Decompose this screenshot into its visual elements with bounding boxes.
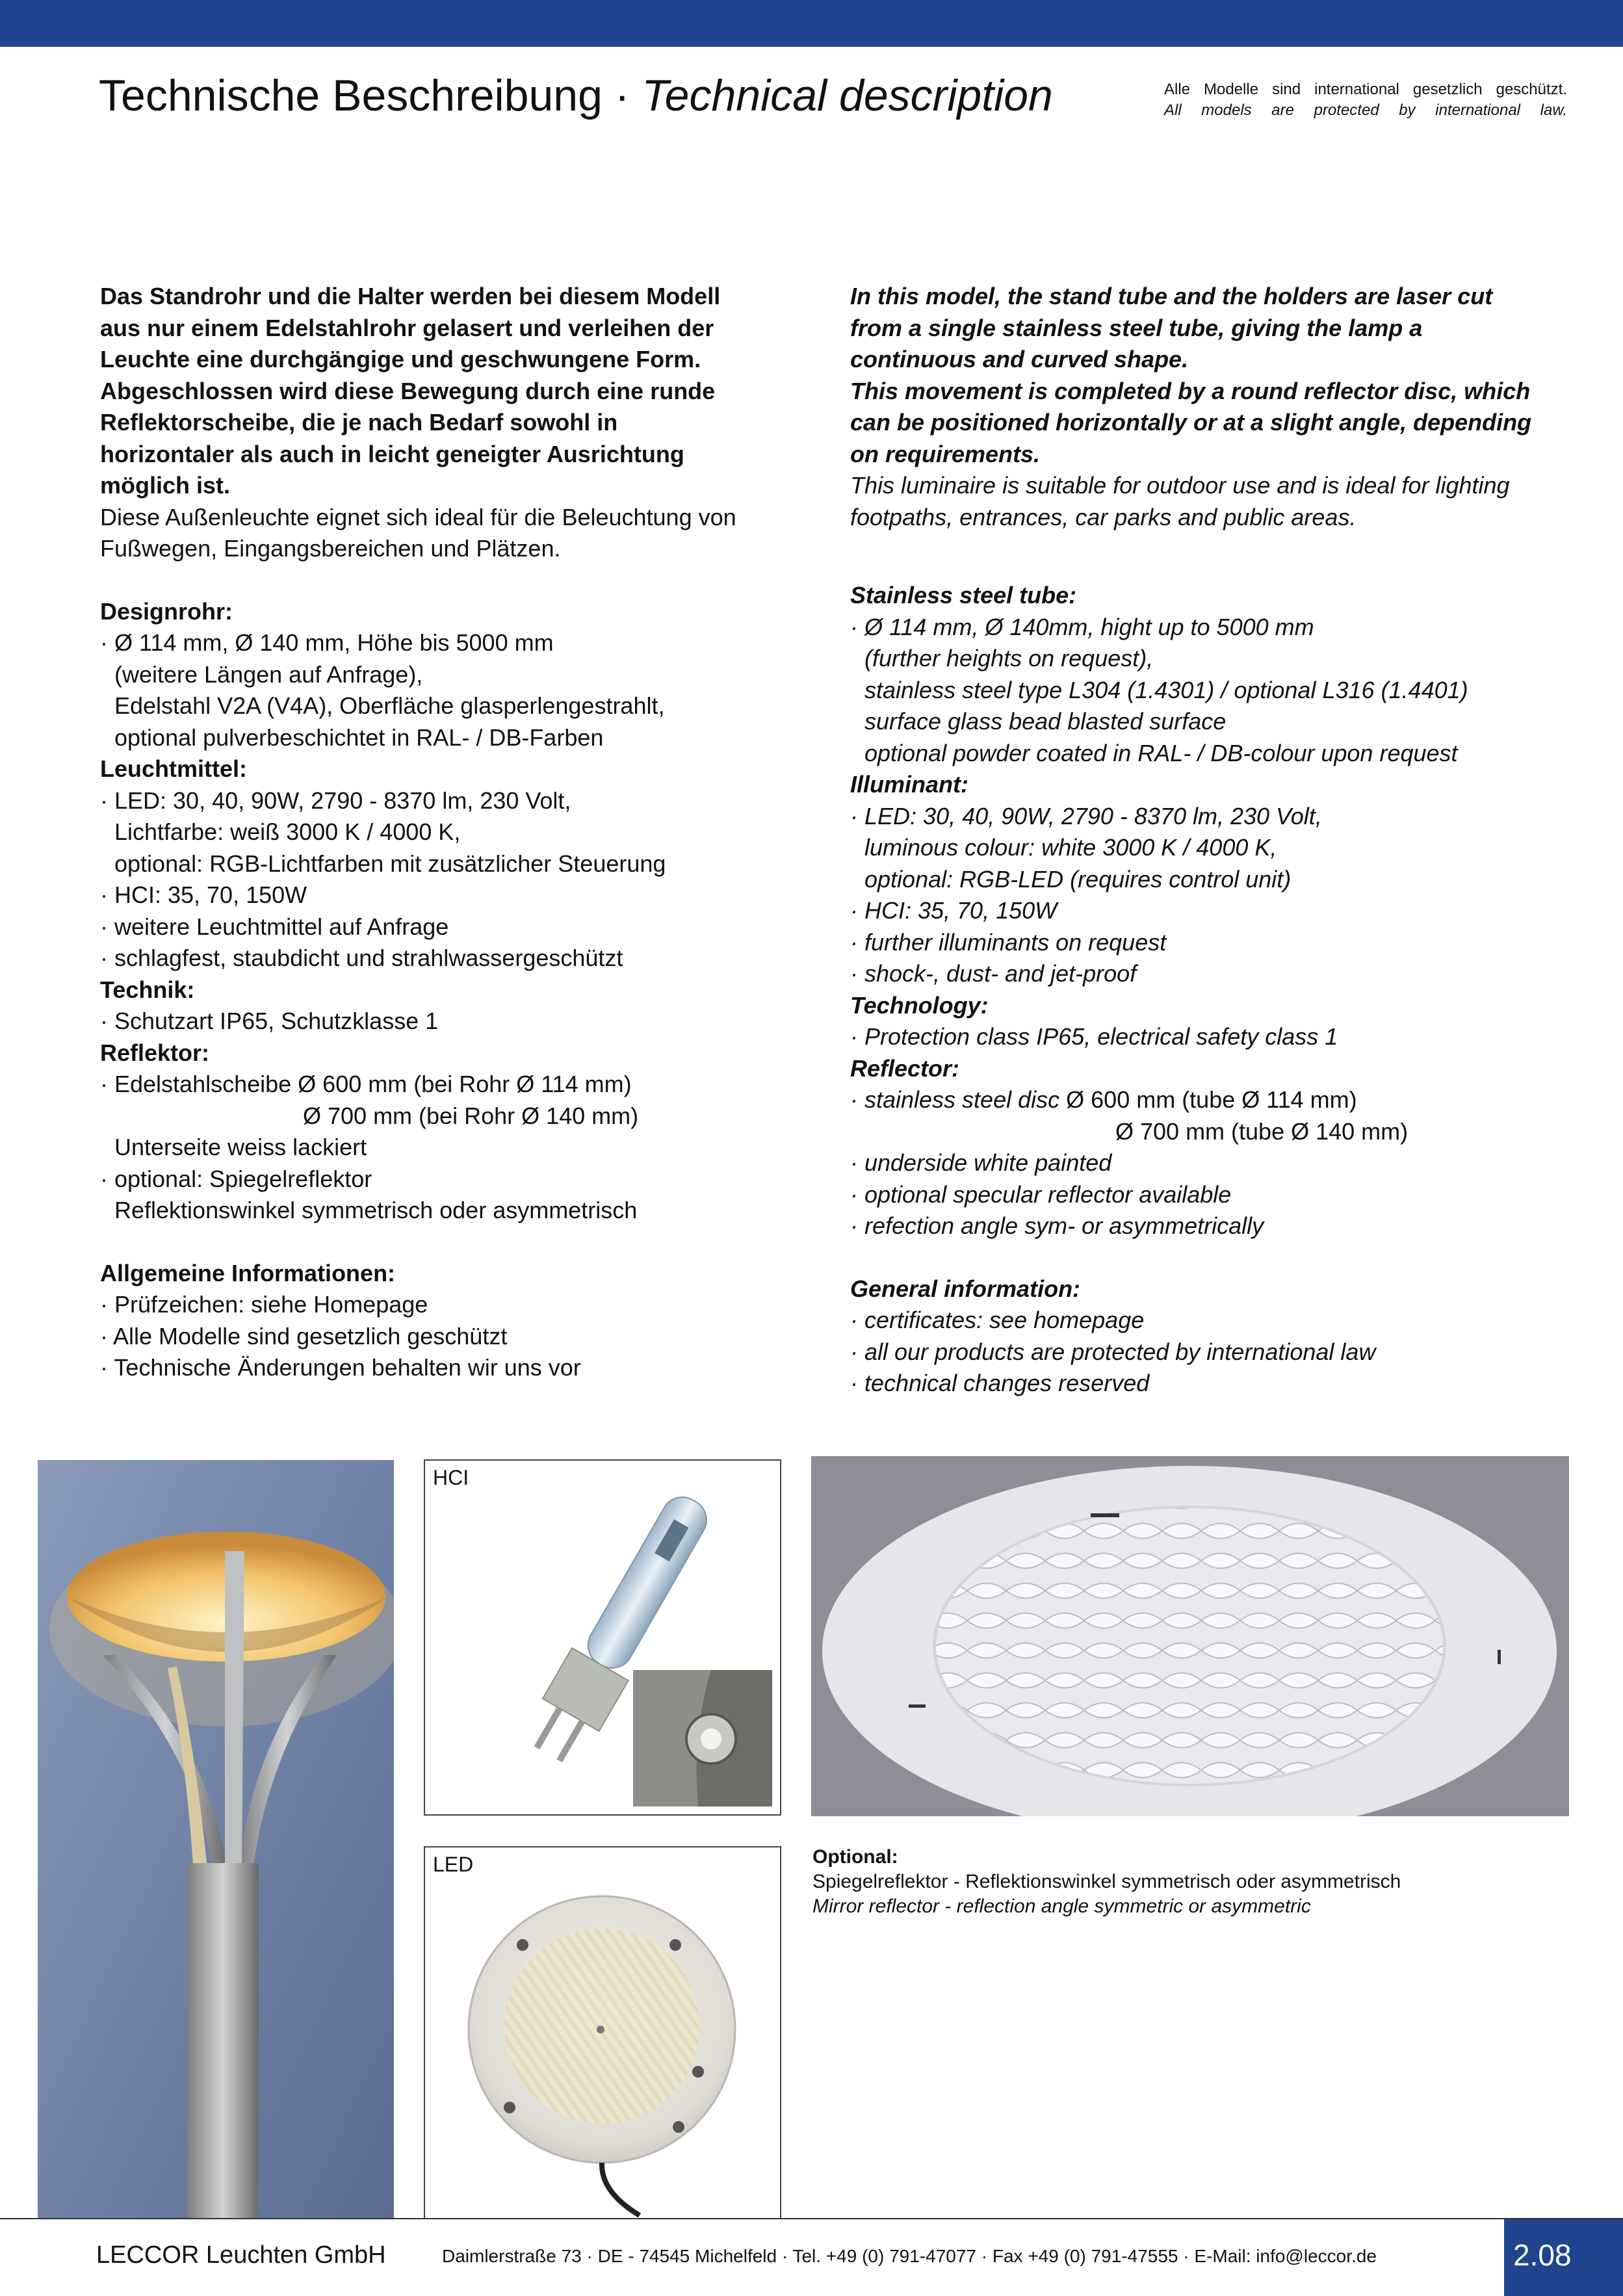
- hci-image-frame: [424, 1459, 781, 1816]
- reflector-caption: [812, 1845, 1401, 1919]
- legal-notice: [1164, 79, 1567, 121]
- intro-line: möglich ist.: [100, 472, 231, 499]
- section-heading-general: General information:: [850, 1275, 1081, 1302]
- spec-line: · shock-, dust- and jet-proof: [850, 960, 1137, 987]
- led-label: LED: [433, 1853, 474, 1876]
- caption-heading: Optional:: [812, 1846, 898, 1868]
- spec-line: · weitere Leuchtmittel auf Anfrage: [100, 913, 449, 940]
- intro-line: Fußwegen, Eingangsbereichen und Plätzen.: [100, 535, 561, 562]
- section-heading-reflector: Reflektor:: [100, 1039, 210, 1066]
- lamp-photo: [38, 1460, 394, 2219]
- hci-label: HCI: [433, 1466, 469, 1489]
- spec-line: · underside white painted: [850, 1149, 1112, 1176]
- spec-line: · optional: Spiegelreflektor: [100, 1165, 372, 1192]
- intro-line: Das Standrohr und die Halter werden bei diesem Modell: [100, 283, 721, 309]
- intro-line: In this model, the stand tube and the holders are laser cut: [850, 283, 1493, 309]
- spec-value: Ø 600 mm (tube Ø 114 mm): [1066, 1086, 1357, 1113]
- section-heading-lamp: Illuminant:: [850, 771, 968, 798]
- spec-line: · Alle Modelle sind gesetzlich geschützt: [100, 1322, 508, 1350]
- footer-company: LECCOR Leuchten GmbH: [96, 2241, 386, 2269]
- description-column-de: [100, 281, 809, 1384]
- spec-line: surface glass bead blasted surface: [864, 708, 1227, 735]
- reflector-photo-illustration: [811, 1456, 1569, 1816]
- lamp-photo-illustration: [38, 1460, 394, 2219]
- spec-line: · HCI: 35, 70, 150W: [100, 881, 307, 908]
- led-image-frame: [424, 1846, 781, 2219]
- spec-line: · certificates: see homepage: [850, 1307, 1145, 1333]
- spec-line: · Technische Änderungen behalten wir uns vor: [100, 1354, 581, 1381]
- spec-line: Ø 700 mm (tube Ø 140 mm): [1115, 1117, 1409, 1145]
- spec-line: Unterseite weiss lackiert: [114, 1134, 367, 1160]
- spec-line: · Ø 114 mm, Ø 140 mm, Höhe bis 5000 mm: [100, 629, 554, 656]
- section-heading-tech: Technik:: [100, 976, 195, 1003]
- spec-line: optional: RGB-Lichtfarben mit zusätzlicher Steuerung: [114, 850, 666, 877]
- legal-en: All models are protected by international law.: [1164, 101, 1567, 119]
- spec-line: · HCI: 35, 70, 150W: [850, 897, 1058, 924]
- spec-line: Edelstahl V2A (V4A), Oberfläche glasperlengestrahlt,: [114, 692, 665, 719]
- spec-line: · Edelstahlscheibe Ø 600 mm (bei Rohr Ø 114 mm): [100, 1071, 632, 1097]
- spec-line: · Protection class IP65, electrical safety class 1: [850, 1023, 1338, 1050]
- intro-line: can be positioned horizontally or at a slight angle, depending: [850, 409, 1532, 436]
- description-column-en: [850, 281, 1578, 1400]
- section-heading-lamp: Leuchtmittel:: [100, 755, 248, 782]
- spec-line: · all our products are protected by international law: [850, 1338, 1376, 1365]
- intro-line: on requirements.: [850, 440, 1041, 467]
- section-heading-tech: Technology:: [850, 991, 989, 1019]
- spec-line: · LED: 30, 40, 90W, 2790 - 8370 lm, 230 Volt,: [100, 787, 571, 814]
- spec-line: · schlagfest, staubdicht und strahlwassergeschützt: [100, 945, 623, 971]
- intro-line: This movement is completed by a round reflector disc, which: [850, 377, 1531, 404]
- spec-line: Lichtfarbe: weiß 3000 K / 4000 K,: [114, 818, 461, 845]
- spec-line: · Prüfzeichen: siehe Homepage: [100, 1291, 428, 1318]
- reflector-photo: [811, 1456, 1569, 1816]
- intro-line: Leuchte eine durchgängige und geschwungene Form.: [100, 346, 701, 372]
- intro-line: Reflektorscheibe, die je nach Bedarf sowohl in: [100, 409, 618, 436]
- section-heading-design: Stainless steel tube:: [850, 582, 1077, 608]
- top-color-bar: [0, 0, 1623, 47]
- spec-line: · Ø 114 mm, Ø 140mm, hight up to 5000 mm: [850, 613, 1314, 640]
- section-heading-reflector: Reflector:: [850, 1054, 960, 1082]
- footer-address: Daimlerstraße 73 · DE - 74545 Michelfeld · Tel. +49 (0) 791-47077 · Fax +49 (0) 791-47555 · E-Mail: info@leccor.de: [442, 2246, 1377, 2266]
- spec-line: · optional specular reflector available: [850, 1181, 1232, 1208]
- intro-line: This luminaire is suitable for outdoor use and is ideal for lighting: [850, 472, 1510, 499]
- intro-line: aus nur einem Edelstahlrohr gelasert und verleihen der: [100, 314, 714, 341]
- spec-line: optional pulverbeschichtet in RAL- / DB-Farben: [114, 724, 604, 751]
- intro-line: horizontaler als auch in leicht geneigter Ausrichtung: [100, 440, 684, 467]
- intro-line: from a single stainless steel tube, giving the lamp a: [850, 314, 1423, 341]
- hci-bulb-icon: [425, 1461, 780, 1814]
- caption-en: Mirror reflector - reflection angle symmetric or asymmetric: [812, 1896, 1311, 1917]
- page-title: [99, 70, 1053, 121]
- spec-line: optional: RGB-LED (requires control unit): [864, 865, 1292, 893]
- spec-line: (weitere Längen auf Anfrage),: [114, 660, 423, 688]
- intro-line: Abgeschlossen wird diese Bewegung durch eine runde: [100, 377, 716, 404]
- spec-text: · stainless steel disc: [850, 1086, 1060, 1113]
- spec-line: Reflektionswinkel symmetrisch oder asymmetrisch: [114, 1197, 638, 1223]
- spec-line: Ø 700 mm (bei Rohr Ø 140 mm): [303, 1102, 639, 1129]
- caption-de: Spiegelreflektor - Reflektionswinkel symmetrisch oder asymmetrisch: [812, 1871, 1401, 1892]
- spec-line: · refection angle sym- or asymmetrically: [850, 1212, 1264, 1239]
- spec-line: stainless steel type L304 (1.4301) / optional L316 (1.4401): [864, 676, 1468, 703]
- spec-line: (further heights on request),: [864, 645, 1154, 672]
- spec-line: · further illuminants on request: [850, 928, 1167, 956]
- title-en: Technical description: [642, 71, 1053, 120]
- spec-line: [850, 1084, 1578, 1116]
- spec-line: · technical changes reserved: [850, 1370, 1150, 1396]
- legal-de: Alle Modelle sind international gesetzlich geschützt.: [1164, 81, 1567, 98]
- footer-divider: [0, 2218, 1623, 2219]
- spec-line: luminous colour: white 3000 K / 4000 K,: [864, 834, 1277, 861]
- spec-line: · Schutzart IP65, Schutzklasse 1: [100, 1008, 439, 1034]
- intro-line: footpaths, entrances, car parks and public areas.: [850, 503, 1357, 530]
- page-number: 2.08: [1504, 2219, 1623, 2296]
- section-heading-general: Allgemeine Informationen:: [100, 1259, 396, 1286]
- intro-line: Diese Außenleuchte eignet sich ideal für die Beleuchtung von: [100, 503, 736, 530]
- led-module-icon: [425, 1847, 780, 2218]
- intro-line: continuous and curved shape.: [850, 346, 1189, 372]
- section-heading-design: Designrohr:: [100, 597, 233, 625]
- spec-line: optional powder coated in RAL- / DB-colour upon request: [864, 739, 1458, 766]
- spec-line: · LED: 30, 40, 90W, 2790 - 8370 lm, 230 Volt,: [850, 802, 1322, 829]
- title-de: Technische Beschreibung ·: [99, 71, 642, 120]
